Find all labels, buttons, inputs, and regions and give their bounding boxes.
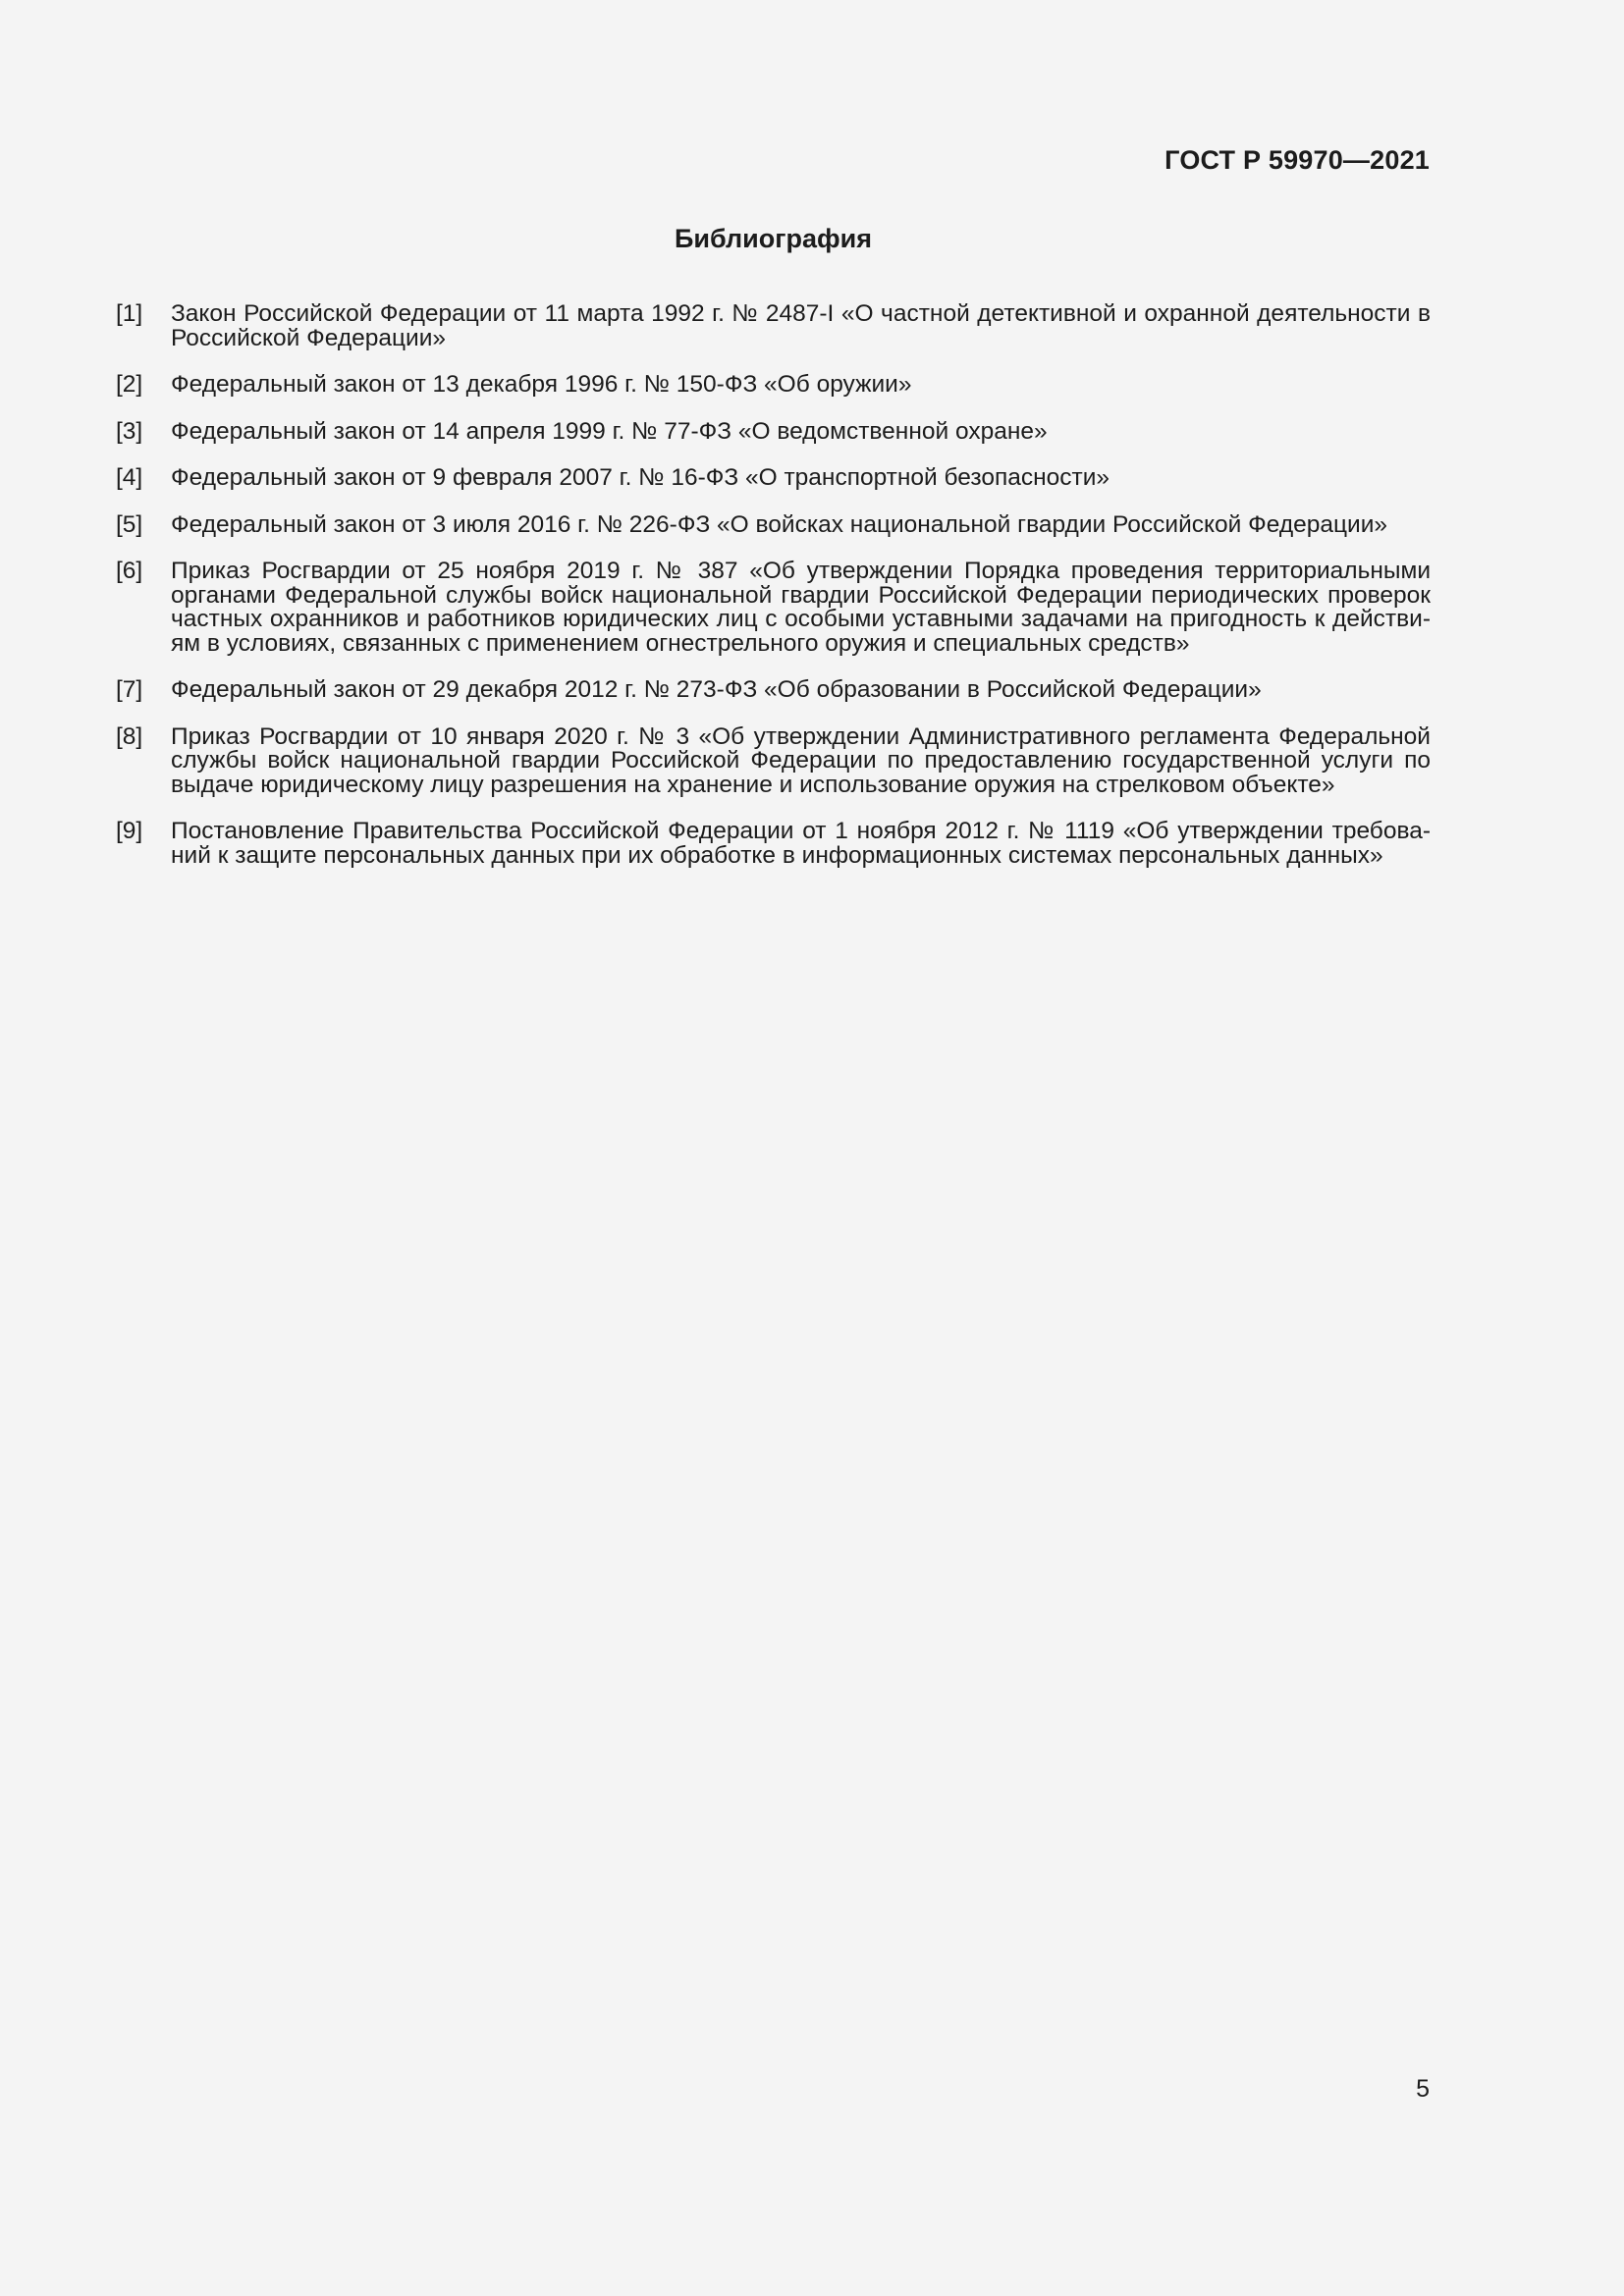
bibliography-number: [9]: [116, 818, 143, 844]
bibliography-number: [4]: [116, 464, 143, 491]
bibliography-item-1: [116, 302, 1431, 350]
bibliography-item-2: [116, 373, 1431, 398]
section-title: Библиография: [675, 224, 872, 253]
bibliography-number: [8]: [116, 722, 143, 750]
bibliography-text: Постановление Правительства Российской Федерации от 1 ноября 2012 г. № 1119 «Об утверждении требований к защите персональных данных при их обработке в информационных системах персональных данных»: [171, 818, 1431, 869]
bibliography-number: [3]: [116, 417, 143, 445]
bibliography-item-3: [116, 417, 1431, 445]
bibliography-text: Федеральный закон от 9 февраля 2007 г. № 16-ФЗ «О транспортной безопасности»: [171, 464, 1110, 491]
bibliography-text: Федеральный закон от 3 июля 2016 г. № 226-ФЗ «О войсках национальной гвардии Российской Федерации»: [171, 510, 1388, 538]
bibliography-list: [116, 302, 1431, 890]
bibliography-item-8: [116, 722, 1431, 798]
bibliography-number: [1]: [116, 300, 143, 327]
document-code-header: ГОСТ Р 59970—2021: [1164, 145, 1430, 175]
page-number: 5: [1416, 2075, 1430, 2103]
bibliography-number: [7]: [116, 676, 143, 703]
bibliography-text: Федеральный закон от 14 апреля 1999 г. № 77-ФЗ «О ведомственной охране»: [171, 417, 1048, 445]
bibliography-text: Приказ Росгвардии от 25 ноября 2019 г. № 387 «Об утверждении Порядка проведения территориальными органами Федеральной службы войск национальной гвардии Российской Федерации периодических проверок частных охранников и работников юридических лиц с особыми уставными задачами на пригодность к действиям в условиях, связанных с применением огнестрельного оружия и специальных средств»: [171, 558, 1431, 657]
bibliography-item-5: [116, 510, 1431, 538]
bibliography-item-9: [116, 820, 1431, 868]
bibliography-text: Федеральный закон от 13 декабря 1996 г. № 150-ФЗ «Об оружии»: [171, 371, 912, 398]
bibliography-text: Федеральный закон от 29 декабря 2012 г. № 273-ФЗ «Об образовании в Российской Федерации»: [171, 676, 1262, 703]
bibliography-text: Приказ Росгвардии от 10 января 2020 г. № 3 «Об утверждении Административного регламента Федеральной службы войск национальной гвардии Российской Федерации по предоставлению государственной услуги по выдаче юридическому лицу разрешения на хранение и использование оружия на стрелковом объекте»: [171, 722, 1431, 798]
bibliography-number: [2]: [116, 371, 143, 398]
bibliography-number: [6]: [116, 558, 143, 584]
bibliography-item-4: [116, 466, 1431, 491]
bibliography-item-6: [116, 560, 1431, 656]
bibliography-text: Закон Российской Федерации от 11 марта 1992 г. № 2487-I «О частной детективной и охранной деятельности в Российской Федерации»: [171, 300, 1431, 351]
bibliography-number: [5]: [116, 510, 143, 538]
bibliography-item-7: [116, 678, 1431, 703]
